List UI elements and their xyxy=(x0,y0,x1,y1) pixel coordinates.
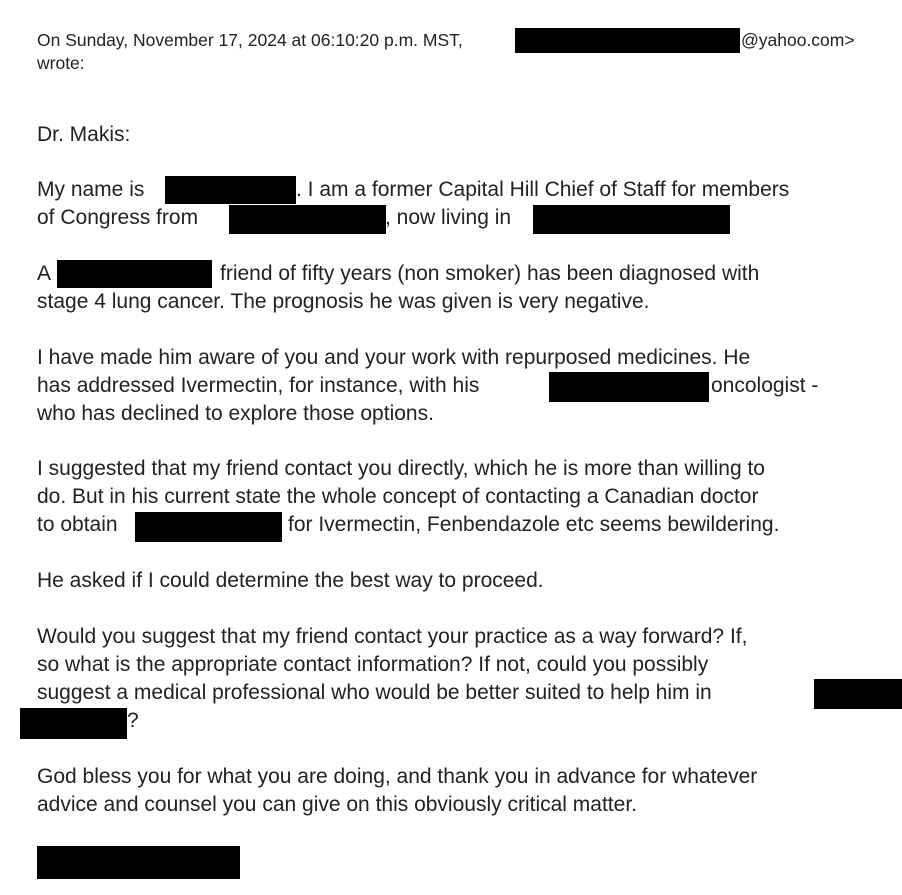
p4-line3-start: to obtain xyxy=(37,513,118,536)
redacted-location-part2 xyxy=(20,708,127,739)
redacted-location xyxy=(533,205,730,234)
sender-email-domain-text: @yahoo.com> xyxy=(741,30,855,50)
greeting: Dr. Makis: xyxy=(37,123,131,146)
redacted-location-part1 xyxy=(814,679,902,709)
p6-line4-end: ? xyxy=(127,709,139,732)
redacted-state xyxy=(229,205,386,234)
p2-line1-start: A xyxy=(37,262,52,285)
p6-line3: suggest a medical professional who would be better suited to help him in xyxy=(37,681,712,704)
p7-line1: God bless you for what you are doing, and thank you in advance for whatever xyxy=(37,765,758,788)
header-wrote: wrote: xyxy=(37,53,85,73)
p7-line2: advice and counsel you can give on this obviously critical matter. xyxy=(37,793,637,816)
p1-line2-start: of Congress from xyxy=(37,206,199,229)
redacted-signature xyxy=(37,846,240,879)
sender-email-domain xyxy=(741,29,855,51)
p4-line2: do. But in his current state the whole concept of contacting a Canadian doctor xyxy=(37,485,759,508)
p1-line1-end: . I am a former Capital Hill Chief of Staff for members xyxy=(296,178,790,201)
redacted-item xyxy=(135,512,282,542)
redacted-sender-name xyxy=(515,28,740,53)
p5-line1: He asked if I could determine the best way to proceed. xyxy=(37,569,544,592)
p1-line1-start: My name is xyxy=(37,178,145,201)
p4-line3-end: for Ivermectin, Fenbendazole etc seems bewildering. xyxy=(288,513,780,536)
redacted-descriptor xyxy=(57,260,212,288)
p6-line1: Would you suggest that my friend contact your practice as a way forward? If, xyxy=(37,625,748,648)
p4-line1: I suggested that my friend contact you directly, which he is more than willing to xyxy=(37,457,765,480)
p6-line2: so what is the appropriate contact information? If not, could you possibly xyxy=(37,653,709,676)
email-header-line xyxy=(37,29,463,51)
p3-line1: I have made him aware of you and your work with repurposed medicines. He xyxy=(37,346,751,369)
header-date-text: On Sunday, November 17, 2024 at 06:10:20 p.m. MST, xyxy=(37,30,463,50)
redacted-name xyxy=(165,176,296,204)
p3-line2-start: has addressed Ivermectin, for instance, with his xyxy=(37,374,480,397)
redacted-oncologist-descriptor xyxy=(549,372,709,402)
p2-line1-end: friend of fifty years (non smoker) has been diagnosed with xyxy=(220,262,760,285)
p2-line2: stage 4 lung cancer. The prognosis he was given is very negative. xyxy=(37,290,650,313)
p3-line3: who has declined to explore those options. xyxy=(37,402,434,425)
p3-line2-end: oncologist - xyxy=(711,374,819,397)
p1-line2-mid: , now living in xyxy=(385,206,512,229)
